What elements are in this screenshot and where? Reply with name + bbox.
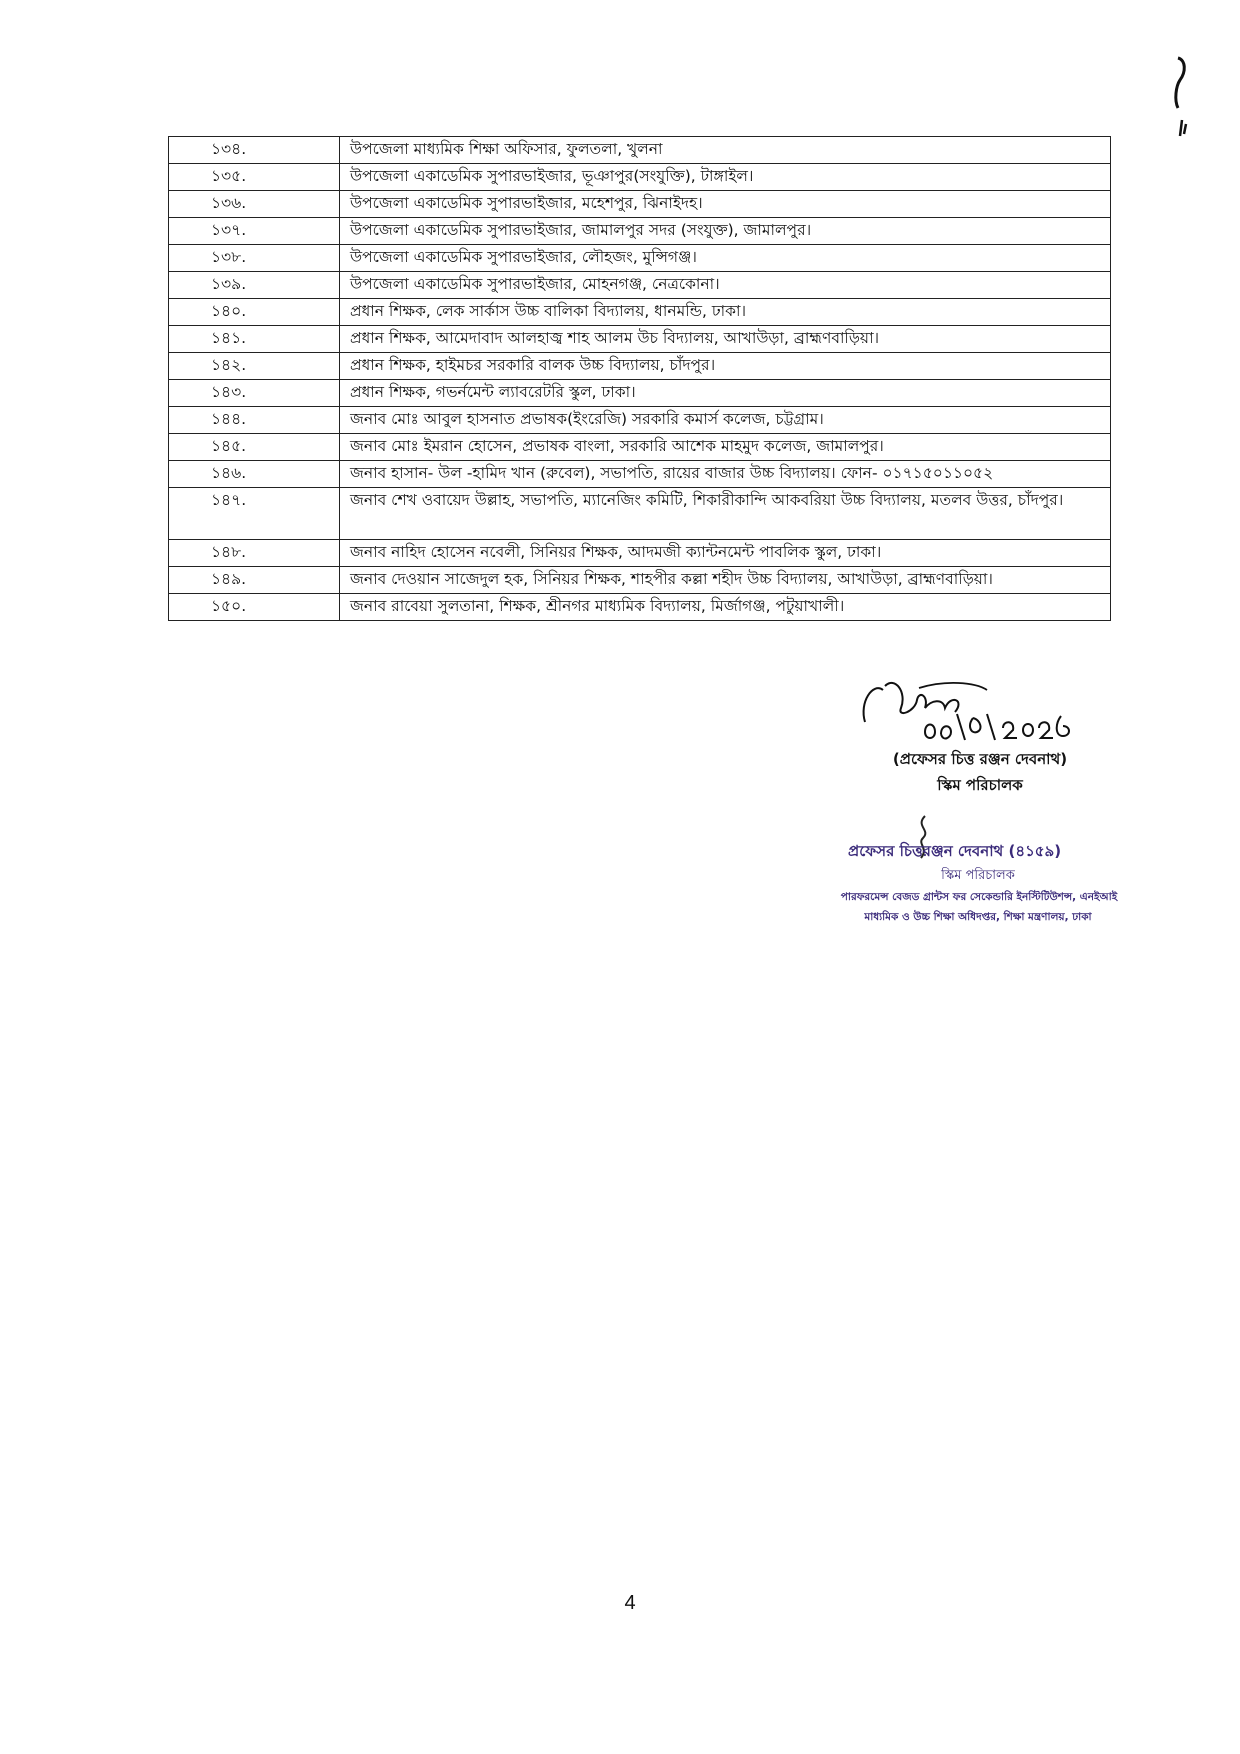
row-description: প্রধান শিক্ষক, গভর্নমেন্ট ল্যাবরেটরি স্কুল, ঢাকা। [340, 380, 1111, 407]
margin-mark [1160, 50, 1200, 140]
table-row [169, 540, 1111, 567]
row-description: উপজেলা একাডেমিক সুপারভাইজার, মহেশপুর, ঝিনাইদহ। [340, 191, 1111, 218]
row-description: উপজেলা একাডেমিক সুপারভাইজার, ভূঞাপুর(সংযুক্তি), টাঙ্গাইল। [340, 164, 1111, 191]
table-row [169, 407, 1111, 434]
row-number: ১৩৭. [169, 218, 340, 245]
row-description: প্রধান শিক্ষক, লেক সার্কাস উচ্চ বালিকা বিদ্যালয়, ধানমন্ডি, ঢাকা। [340, 299, 1111, 326]
row-description: প্রধান শিক্ষক, হাইমচর সরকারি বালক উচ্চ বিদ্যালয়, চাঁদপুর। [340, 353, 1111, 380]
table-row [169, 245, 1111, 272]
row-number: ১৪২. [169, 353, 340, 380]
stamp-department: মাধ্যমিক ও উচ্চ শিক্ষা অধিদপ্তর, শিক্ষা মন্ত্রণালয়, ঢাকা [864, 911, 1092, 923]
table-row [169, 137, 1111, 164]
table-row [169, 299, 1111, 326]
row-description: জনাব মোঃ ইমরান হোসেন, প্রভাষক বাংলা, সরকারি আশেক মাহমুদ কলেজ, জামালপুর। [340, 434, 1111, 461]
row-number: ১৪৭. [169, 488, 340, 540]
row-number: ১৪১. [169, 326, 340, 353]
table-row [169, 461, 1111, 488]
table-row [169, 353, 1111, 380]
row-description: জনাব দেওয়ান সাজেদুল হক, সিনিয়র শিক্ষক, শাহপীর কল্লা শহীদ উচ্চ বিদ্যালয়, আখাউড়া, ব্রাহ্মণবাড়িয়া। [340, 567, 1111, 594]
stamp-title: স্কিম পরিচালক [941, 868, 1015, 883]
row-number: ১৪৬. [169, 461, 340, 488]
table-row [169, 218, 1111, 245]
table-row [169, 191, 1111, 218]
recipient-list-table [168, 136, 1111, 621]
row-description: জনাব হাসান- উল -হামিদ খান (রুবেল), সভাপতি, রায়ের বাজার উচ্চ বিদ্যালয়। ফোন- ০১৭১৫০১১০৫২ [340, 461, 1111, 488]
table-row [169, 380, 1111, 407]
row-number: ১৩৫. [169, 164, 340, 191]
row-number: ১৪৪. [169, 407, 340, 434]
table-row [169, 594, 1111, 621]
table-row [169, 272, 1111, 299]
recipient-list-body [169, 137, 1111, 621]
row-number: ১৪৫. [169, 434, 340, 461]
table-row [169, 434, 1111, 461]
row-number: ১৩৮. [169, 245, 340, 272]
handwritten-signature [855, 672, 1125, 742]
row-description: উপজেলা একাডেমিক সুপারভাইজার, জামালপুর সদর (সংযুক্ত), জামালপুর। [340, 218, 1111, 245]
row-number: ১৫০. [169, 594, 340, 621]
row-number: ১৪৮. [169, 540, 340, 567]
table-row [169, 164, 1111, 191]
row-description: উপজেলা মাধ্যমিক শিক্ষা অফিসার, ফুলতলা, খুলনা [340, 137, 1111, 164]
stamp-name: প্রফেসর চিত্তরঞ্জন দেবনাথ (৪১৫৯) [848, 842, 1062, 860]
row-description: প্রধান শিক্ষক, আমেদাবাদ আলহাজ্ব শাহ আলম উচ বিদ্যালয়, আখাউড়া, ব্রাহ্মণবাড়িয়া। [340, 326, 1111, 353]
row-number: ১৪৩. [169, 380, 340, 407]
row-number: ১৩৯. [169, 272, 340, 299]
row-description: জনাব শেখ ওবায়েদ উল্লাহ, সভাপতি, ম্যানেজিং কমিটি, শিকারীকান্দি আকবরিয়া উচ্চ বিদ্যালয়, মতলব উত্তর, চাঁদপুর। [340, 488, 1111, 540]
table-row [169, 567, 1111, 594]
row-number: ১৩৪. [169, 137, 340, 164]
page-number: 4 [624, 1592, 636, 1614]
row-number: ১৩৬. [169, 191, 340, 218]
table-row [169, 326, 1111, 353]
row-number: ১৪৯. [169, 567, 340, 594]
row-description: জনাব রাবেয়া সুলতানা, শিক্ষক, শ্রীনগর মাধ্যমিক বিদ্যালয়, মির্জাগঞ্জ, পটুয়াখালী। [340, 594, 1111, 621]
signatory-title: স্কিম পরিচালক [937, 776, 1023, 794]
row-description: জনাব মোঃ আবুল হাসনাত প্রভাষক(ইংরেজি) সরকারি কমার্স কলেজ, চট্টগ্রাম। [340, 407, 1111, 434]
row-description: উপজেলা একাডেমিক সুপারভাইজার, লৌহজং, মুন্সিগঞ্জ। [340, 245, 1111, 272]
signatory-name: (প্রফেসর চিত্ত রঞ্জন দেবনাথ) [892, 750, 1068, 768]
row-description: উপজেলা একাডেমিক সুপারভাইজার, মোহনগঞ্জ, নেত্রকোনা। [340, 272, 1111, 299]
table-row [169, 488, 1111, 540]
stamp-organization: পারফরমেন্স বেজড গ্রান্টস ফর সেকেন্ডারি ইনস্টিটিউশন্স, এনইআই [840, 891, 1118, 903]
row-description: জনাব নাহিদ হোসেন নবেলী, সিনিয়র শিক্ষক, আদমজী ক্যান্টনমেন্ট পাবলিক স্কুল, ঢাকা। [340, 540, 1111, 567]
row-number: ১৪০. [169, 299, 340, 326]
